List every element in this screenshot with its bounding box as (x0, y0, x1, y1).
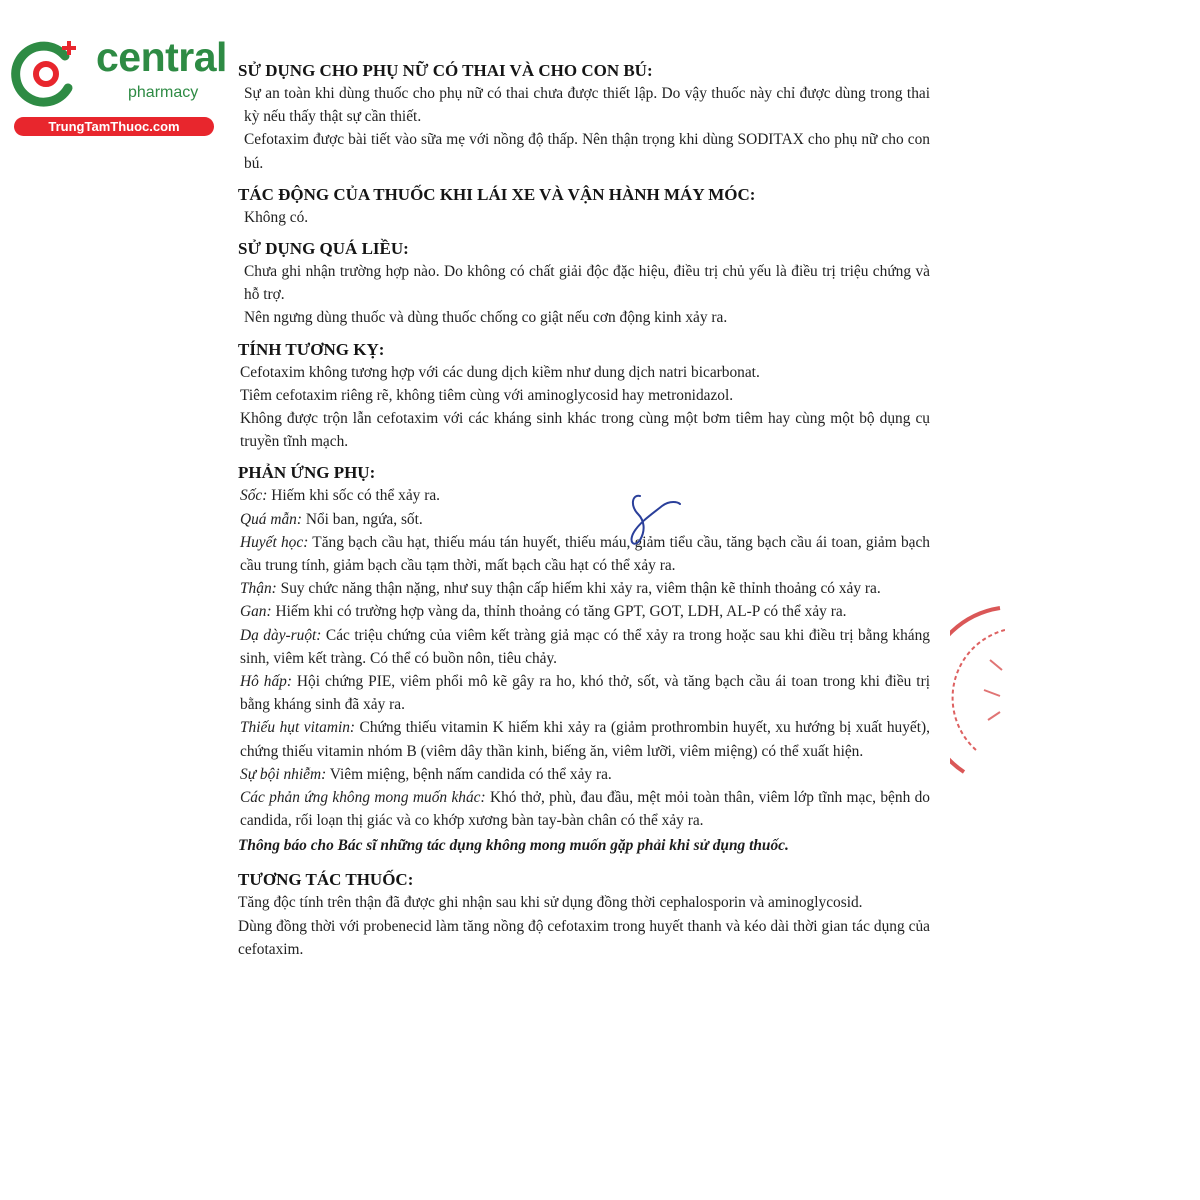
section-title: SỬ DỤNG QUÁ LIỀU: (238, 239, 409, 259)
adverse-text: Hiếm khi có trường hợp vàng da, thỉnh thoảng có tăng GPT, GOT, LDH, AL-P có thể xảy ra. (271, 603, 847, 621)
section-title: PHẢN ỨNG PHỤ: (238, 463, 376, 483)
adverse-term: Quá mẫn: (240, 510, 302, 528)
section-pregnancy (238, 60, 930, 175)
adverse-term: Thiếu hụt vitamin: (240, 719, 356, 737)
adverse-text: Tăng bạch cầu hạt, thiếu máu tán huyết, thiếu máu, giảm tiểu cầu, tăng bạch cầu ái toan, giảm bạch cầu trung tính, giảm bạch cầu tạm thời, mất bạch cầu hạt có thể xảy ra. (240, 533, 930, 575)
adverse-item (238, 786, 930, 832)
adverse-text: Hiếm khi sốc có thể xảy ra. (267, 487, 441, 505)
adverse-item (238, 577, 930, 600)
paragraph: Dùng đồng thời với probenecid làm tăng nồng độ cefotaxim trong huyết thanh và kéo dài thời gian tác dụng của cefotaxim. (238, 917, 930, 958)
paragraph: Cefotaxim không tương hợp với các dung dịch kiềm như dung dịch natri bicarbonat. (240, 363, 760, 381)
paragraph: Chưa ghi nhận trường hợp nào. Do không có chất giải độc đặc hiệu, điều trị chủ yếu là điều trị triệu chứng và hỗ trợ. (244, 263, 930, 304)
paragraph: Sự an toàn khi dùng thuốc cho phụ nữ có thai chưa được thiết lập. Do vậy thuốc này chỉ được dùng trong thai kỳ nếu thấy thật sự cần thiết. (244, 85, 930, 126)
paragraph: Cefotaxim được bài tiết vào sữa mẹ với nồng độ thấp. Nên thận trọng khi dùng SODITAX cho phụ nữ cho con bú. (244, 131, 930, 172)
adverse-item (238, 716, 930, 762)
paragraph: Không có. (244, 208, 309, 226)
central-pharmacy-logo-icon (10, 38, 82, 110)
adverse-text: Suy chức năng thận nặng, như suy thận cấp hiếm khi xảy ra, viêm thận kẽ thỉnh thoảng có xảy ra. (276, 580, 881, 598)
adverse-term: Sốc: (240, 487, 268, 505)
adverse-term: Thận: (240, 580, 277, 598)
adverse-term: Gan: (240, 603, 272, 621)
section-adverse-reactions (238, 462, 930, 857)
section-title: TÁC ĐỘNG CỦA THUỐC KHI LÁI XE VÀ VẬN HÀNH MÁY MÓC: (238, 184, 756, 204)
adverse-item (238, 484, 930, 507)
adverse-item (238, 670, 930, 716)
adverse-term: Huyết học: (240, 533, 309, 551)
adverse-text: Chứng thiếu vitamin K hiếm khi xảy ra (giảm prothrombin huyết, xu hướng bị xuất huyết), chứng thiếu vitamin nhóm B (viêm dây thần kinh, biếng ăn, viêm lưỡi, viêm miệng) có thể xuất hiện. (240, 719, 930, 760)
section-title: SỬ DỤNG CHO PHỤ NỮ CÓ THAI VÀ CHO CON BÚ: (238, 61, 653, 80)
adverse-item (238, 600, 930, 623)
section-overdose (238, 238, 930, 330)
stamp-icon (950, 600, 1005, 780)
adverse-text: Khó thở, phù, đau đầu, mệt mỏi toàn thân, viêm lớp tĩnh mạc, bệnh do candida, rối loạn thị giác và co khớp xương bàn tay-bàn chân có thể xảy ra. (240, 789, 931, 830)
adverse-term: Dạ dày-ruột: (240, 626, 322, 644)
adverse-text: Nổi ban, ngứa, sốt. (301, 510, 423, 528)
section-title: TƯƠNG TÁC THUỐC: (238, 870, 414, 890)
adverse-text: Các triệu chứng của viêm kết tràng giả mạc có thể xảy ra trong hoặc sau khi điều trị bằng kháng sinh, viêm kết tràng. Có thể có buồn nôn, tiêu chảy. (240, 626, 930, 667)
doctor-notice: Thông báo cho Bác sĩ những tác dụng không mong muốn gặp phải khi sử dụng thuốc. (238, 837, 789, 855)
section-driving (238, 184, 930, 229)
adverse-text: Viêm miệng, bệnh nấm candida có thể xảy ra. (326, 765, 612, 783)
adverse-term: Các phản ứng không mong muốn khác: (240, 789, 486, 807)
leaflet-body (238, 60, 930, 970)
paragraph: Không được trộn lẫn cefotaxim với các kháng sinh khác trong cùng một bơm tiêm hay cùng một bộ dụng cụ truyền tĩnh mạch. (240, 410, 930, 451)
paragraph: Tăng độc tính trên thận đã được ghi nhận sau khi sử dụng đồng thời cephalosporin và aminoglycosid. (238, 894, 863, 912)
paragraph: Tiêm cefotaxim riêng rẽ, không tiêm cùng với aminoglycosid hay metronidazol. (240, 386, 734, 404)
brand-name: central (96, 34, 227, 80)
section-title: TÍNH TƯƠNG KỴ: (238, 339, 385, 359)
adverse-item (238, 763, 930, 786)
adverse-text: Hội chứng PIE, viêm phổi mô kẽ gây ra ho, khó thở, sốt, và tăng bạch cầu ái toan trong khi điều trị bằng kháng sinh đã xảy ra. (240, 673, 930, 714)
section-drug-interactions (238, 869, 930, 961)
adverse-item (238, 531, 930, 577)
signature-icon (622, 488, 692, 556)
adverse-item (238, 508, 930, 531)
adverse-item (238, 624, 930, 670)
section-incompatibility (238, 339, 930, 454)
adverse-term: Sự bội nhiễm: (240, 765, 327, 783)
adverse-term: Hô hấp: (240, 673, 292, 691)
brand-subtitle: pharmacy (128, 84, 199, 101)
brand-website: TrungTamThuoc.com (14, 117, 214, 136)
brand-logo (10, 34, 227, 138)
paragraph: Nên ngưng dùng thuốc và dùng thuốc chống co giật nếu cơn động kinh xảy ra. (244, 309, 728, 327)
